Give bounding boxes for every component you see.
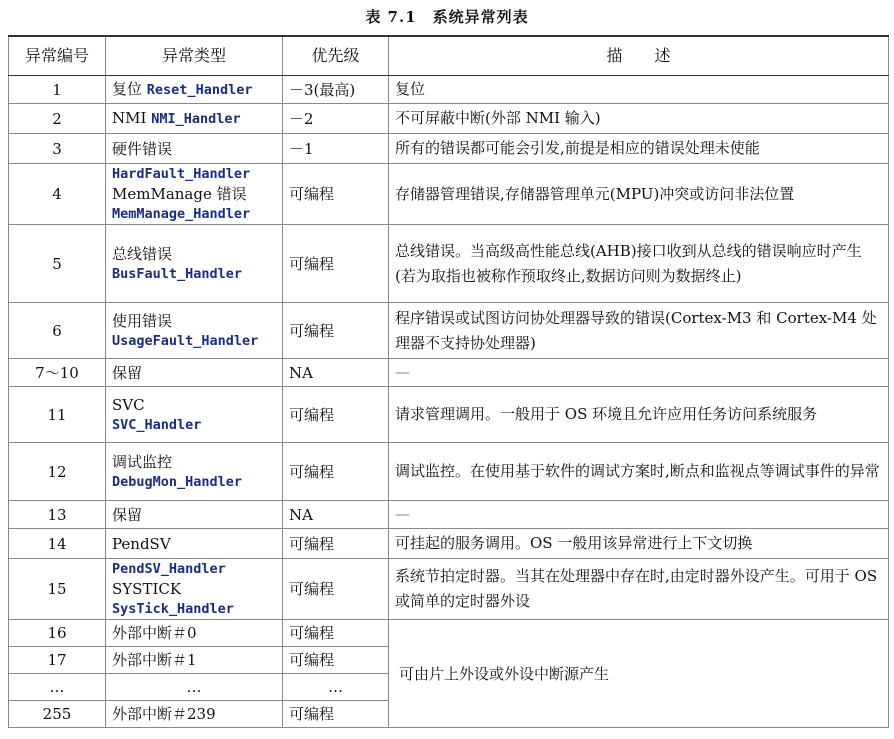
cell-description: 系统节拍定时器。当其在处理器中存在时,由定时器外设产生。可用于 OS 或简单的定时器外设	[389, 559, 889, 620]
type-label: 调试监控	[112, 452, 173, 471]
type-label: SVC	[112, 395, 145, 414]
cell-number: 16	[9, 620, 106, 647]
type-label: MemManage 错误	[112, 185, 247, 203]
cell-priority: 可编程	[283, 529, 389, 559]
type-label: 总线错误	[112, 244, 173, 263]
cell-number: 15	[9, 559, 106, 620]
type-label: 硬件错误	[112, 139, 173, 158]
table-row	[9, 225, 889, 303]
cell-number: 12	[9, 443, 106, 501]
handler-label: DebugMon_Handler	[112, 473, 243, 490]
cell-type	[106, 134, 283, 164]
cell-type: 外部中断＃239	[106, 701, 283, 728]
cell-description: 复位	[389, 76, 889, 104]
cell-priority: 可编程	[283, 647, 389, 674]
cell-description: 不可屏蔽中断(外部 NMI 输入)	[389, 104, 889, 134]
table-row	[9, 529, 889, 559]
table-row	[9, 76, 889, 104]
cell-number: 11	[9, 387, 106, 443]
table-row	[9, 501, 889, 529]
header-row	[9, 36, 889, 76]
table-row	[9, 303, 889, 359]
handler-label: BusFault_Handler	[112, 265, 243, 282]
cell-description: 所有的错误都可能会引发,前提是相应的错误处理未使能	[389, 134, 889, 164]
cell-priority: NA	[283, 359, 389, 387]
cell-number: …	[9, 674, 106, 701]
cell-description: —	[389, 359, 889, 387]
cell-type	[106, 387, 283, 443]
table-row	[9, 104, 889, 134]
handler-label: Reset_Handler	[146, 82, 253, 98]
handler-label: PendSV_Handler	[112, 561, 226, 577]
table-row	[9, 134, 889, 164]
table-row	[9, 559, 889, 620]
cell-description: 请求管理调用。一般用于 OS 环境且允许应用任务访问系统服务	[389, 387, 889, 443]
cell-number: 4	[9, 164, 106, 225]
cell-priority: 可编程	[283, 164, 389, 225]
type-label: 使用错误	[112, 311, 173, 330]
cell-number: 3	[9, 134, 106, 164]
cell-number: 13	[9, 501, 106, 529]
handler-label: UsageFault_Handler	[112, 332, 259, 349]
cell-priority: 可编程	[283, 443, 389, 501]
table-row	[9, 164, 889, 225]
type-label: PendSV	[112, 534, 171, 553]
cell-priority: 可编程	[283, 303, 389, 359]
table-row	[9, 620, 889, 647]
cell-number: 2	[9, 104, 106, 134]
handler-label: HardFault_Handler	[112, 166, 251, 182]
cell-description: 程序错误或试图访问协处理器导致的错误(Cortex-M3 和 Cortex-M4 处理器不支持协处理器)	[389, 303, 889, 359]
cell-description: —	[389, 501, 889, 529]
table-row	[9, 387, 889, 443]
exception-table	[8, 35, 889, 728]
handler-label: NMI_Handler	[151, 111, 241, 127]
handler-label: MemManage_Handler	[112, 206, 251, 222]
header-priority: 优先级	[283, 36, 389, 76]
cell-priority: 可编程	[283, 225, 389, 303]
cell-description: 可挂起的服务调用。OS 一般用该异常进行上下文切换	[389, 529, 889, 559]
cell-type	[106, 559, 283, 620]
table-row	[9, 443, 889, 501]
cell-type	[106, 225, 283, 303]
cell-number: 5	[9, 225, 106, 303]
cell-priority: 可编程	[283, 701, 389, 728]
cell-number: 14	[9, 529, 106, 559]
cell-priority: －2	[283, 104, 389, 134]
cell-type: 外部中断＃1	[106, 647, 283, 674]
cell-type	[106, 164, 283, 225]
cell-description: 总线错误。当高级高性能总线(AHB)接口收到从总线的错误响应时产生(若为取指也被称作预取终止,数据访问则为数据终止)	[389, 225, 889, 303]
cell-type	[106, 303, 283, 359]
table-title: 表 7.1 系统异常列表	[365, 8, 529, 26]
cell-priority: －1	[283, 134, 389, 164]
handler-label: SVC_Handler	[112, 416, 202, 433]
cell-type: 保留	[106, 501, 283, 529]
handler-label: SysTick_Handler	[112, 601, 234, 617]
external-interrupt-description: 可由片上外设或外设中断源产生	[389, 620, 889, 728]
cell-priority: 可编程	[283, 559, 389, 620]
cell-description: 调试监控。在使用基于软件的调试方案时,断点和监视点等调试事件的异常	[389, 443, 889, 501]
cell-type	[106, 104, 283, 134]
cell-type: 外部中断＃0	[106, 620, 283, 647]
table-row	[9, 359, 889, 387]
cell-type	[106, 443, 283, 501]
cell-description: 存储器管理错误,存储器管理单元(MPU)冲突或访问非法位置	[389, 164, 889, 225]
header-type: 异常类型	[106, 36, 283, 76]
cell-type: …	[106, 674, 283, 701]
type-label: SYSTICK	[112, 580, 182, 598]
header-description: 描 述	[389, 36, 889, 76]
cell-number: 6	[9, 303, 106, 359]
cell-number: 1	[9, 76, 106, 104]
cell-priority: 可编程	[283, 387, 389, 443]
cell-number: 7～10	[9, 359, 106, 387]
cell-number: 17	[9, 647, 106, 674]
header-number: 异常编号	[9, 36, 106, 76]
cell-priority: …	[283, 674, 389, 701]
cell-type	[106, 76, 283, 104]
type-label: NMI	[112, 109, 147, 127]
cell-priority: 可编程	[283, 620, 389, 647]
cell-priority: －3(最高)	[283, 76, 389, 104]
type-label: 复位	[112, 80, 143, 98]
cell-type	[106, 529, 283, 559]
cell-priority: NA	[283, 501, 389, 529]
cell-number: 255	[9, 701, 106, 728]
cell-type: 保留	[106, 359, 283, 387]
